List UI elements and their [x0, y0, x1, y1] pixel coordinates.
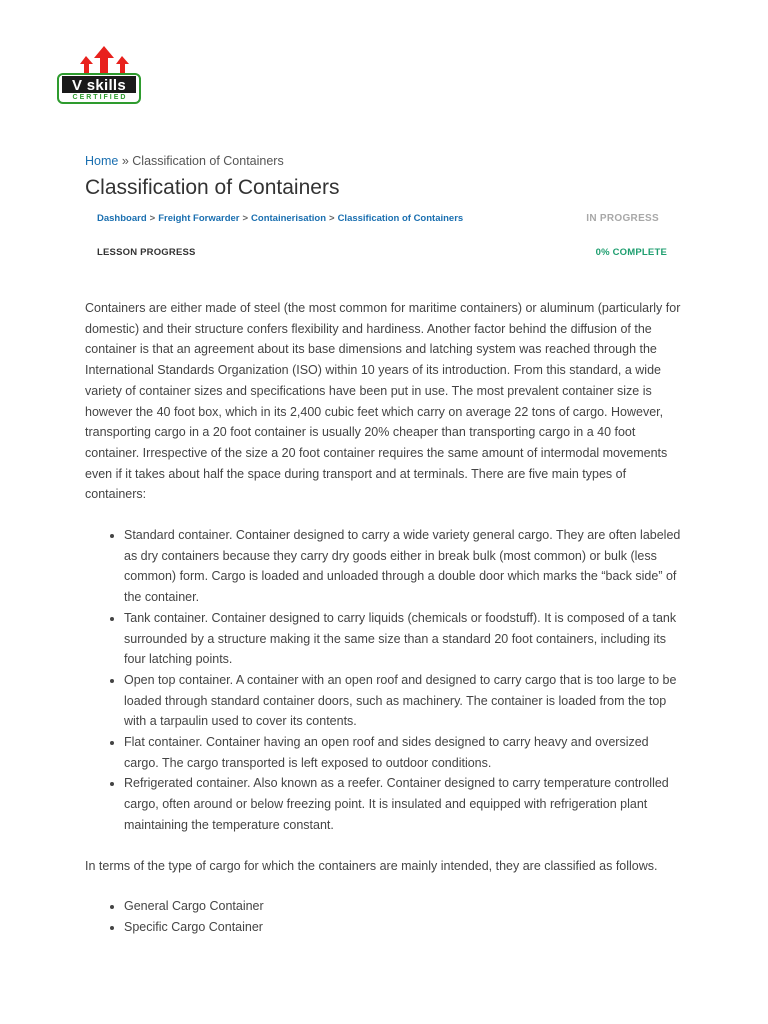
lesson-crumb-dashboard[interactable]: Dashboard [97, 212, 147, 224]
breadcrumb-current: Classification of Containers [132, 154, 284, 168]
lesson-status-badge: IN PROGRESS [586, 212, 659, 224]
article-intro: Containers are either made of steel (the most common for maritime containers) or aluminum (particularly for domestic) and their structure confers flexibility and hardiness. Another factor behind the diffusion of the container is that an agreement about its base dimensions and latching system was reached through the International Standards Organization (ISO) within 10 years of its introduction. From this standard, a wide variety of container sizes and specifications have been put in use. The most prevalent container size is however the 40 foot box, which in its 2,400 cubic feet which carry on average 22 tons of cargo. However, transporting cargo in a 20 foot container is usually 20% cheaper than transporting cargo in a 40 foot container. Irrespective of the size a 20 foot container requires the same amount of intermodal movements even if it takes about half the space during transport and at terminals. There are five main types of containers: [85, 301, 681, 502]
lesson-progress-bar [97, 210, 667, 260]
container-types-list [85, 525, 685, 836]
lesson-crumb-arrow: > [149, 212, 156, 224]
lesson-progress-value: 0% COMPLETE [595, 246, 667, 258]
list-item: • Flat container. Container having an open roof and sides designed to carry heavy and oversized cargo. The cargo transported is left exposed to outdoor conditions. [124, 732, 685, 773]
lesson-crumb-containerisation[interactable]: Containerisation [251, 212, 326, 224]
lesson-crumb-arrow: > [329, 212, 335, 224]
classification-intro: In terms of the type of cargo for which the containers are mainly intended, they are classified as follows. [85, 858, 658, 873]
list-item: • Standard container. Container designed to carry a wide variety general cargo. They are often labeled as dry containers because they carry dry goods either in break bulk (most common) or bulk (less common) form. Cargo is loaded and unloaded through a double door which marks the “back side” of the container. [124, 525, 685, 608]
lesson-progress-label: LESSON PROGRESS [97, 246, 196, 258]
list-item: • Open top container. A container with an open roof and designed to carry cargo that is too large to be loaded through standard container doors, such as machinery. The container is loaded from the top with a tarpaulin used to cover its contents. [124, 670, 685, 732]
page-header [85, 152, 685, 202]
breadcrumb-separator: » [121, 154, 129, 168]
list-item: • Tank container. Container designed to carry liquids (chemicals or foodstuff). It is composed of a tank surrounded by a structure making it the same size than a standard 20 foot containers, including its four latching points. [124, 608, 685, 670]
logo-subtext: CERTIFIED [72, 94, 128, 101]
lesson-breadcrumb [97, 213, 463, 224]
container-classes-list [85, 896, 685, 937]
list-item: • Specific Cargo Container [124, 917, 685, 938]
breadcrumb [85, 152, 685, 170]
list-item: • Refrigerated container. Also known as a reefer. Container designed to carry temperature controlled cargo, often around or below freezing point. It is insulated and equipped with refrigeration plant maintaining the temperature constant. [124, 773, 685, 835]
lesson-crumb-freight-forwarder[interactable]: Freight Forwarder [158, 212, 240, 224]
article-body [85, 298, 685, 938]
lesson-crumb-arrow: > [242, 212, 249, 224]
logo-text: V skills [71, 77, 127, 94]
lesson-crumb-current[interactable]: Classification of Containers [337, 212, 464, 224]
list-item: • General Cargo Container [124, 896, 685, 917]
vskills-logo[interactable] [56, 44, 144, 106]
breadcrumb-home-link[interactable]: Home [85, 154, 119, 168]
page-title: Classification of Containers [85, 176, 340, 199]
